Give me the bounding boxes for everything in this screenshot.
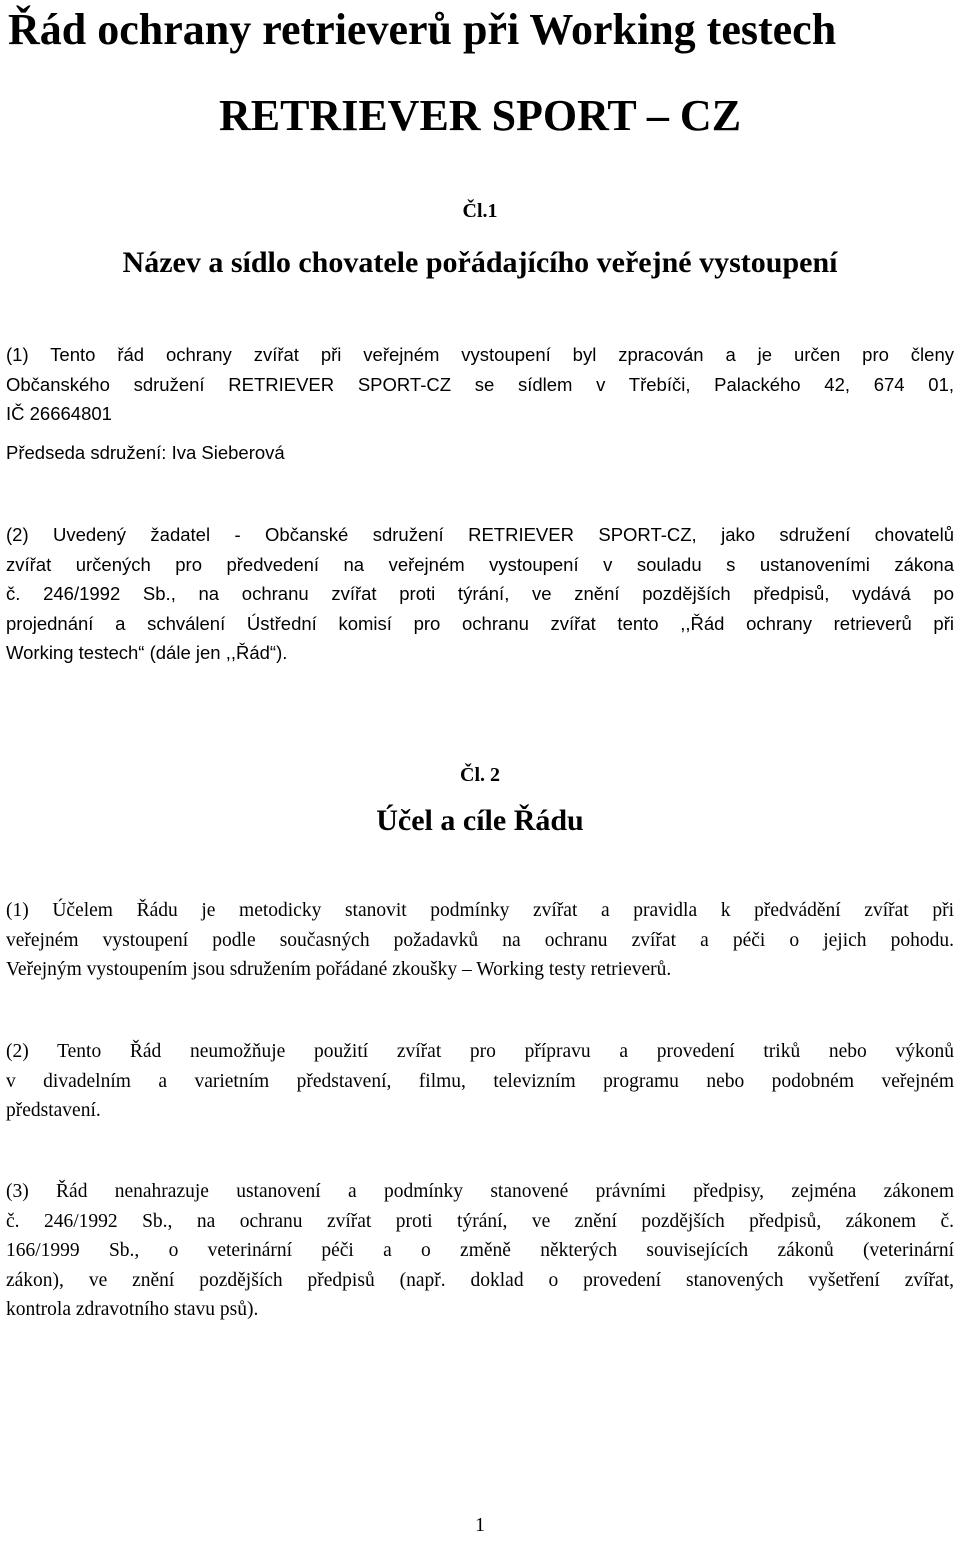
text-line: Občanského sdružení RETRIEVER SPORT-CZ se sídlem v Třebíči, Palackého 42, 674 01, bbox=[6, 373, 954, 395]
text-line: Veřejným vystoupením jsou sdružením pořádané zkoušky – Working testy retrieverů. bbox=[6, 959, 672, 980]
article-1-paragraph-2 bbox=[6, 520, 954, 668]
article-2-paragraph-3 bbox=[6, 1177, 954, 1325]
text-line: Předseda sdružení: Iva Sieberová bbox=[6, 442, 285, 463]
text-line: zákon), ve znění pozdějších předpisů (např. doklad o provedení stanovených vyšetření zvířat, bbox=[6, 1269, 954, 1291]
chairperson-line bbox=[6, 438, 954, 468]
text-line: č. 246/1992 Sb., na ochranu zvířat proti týrání, ve znění pozdějších předpisů, zákonem č. bbox=[6, 1210, 954, 1232]
document-subtitle: RETRIEVER SPORT – CZ bbox=[218, 91, 742, 140]
article-2-title: Účel a cíle Řádu bbox=[376, 804, 584, 837]
article-2-paragraph-1 bbox=[6, 896, 954, 985]
text-line: (2) Uvedený žadatel - Občanské sdružení RETRIEVER SPORT-CZ, jako sdružení chovatelů bbox=[6, 524, 954, 545]
page-number: 1 bbox=[475, 1514, 485, 1536]
text-line: 166/1999 Sb., o veterinární péči a o změně některých souvisejících zákonů (veterinární bbox=[6, 1240, 954, 1261]
text-line: Working testech“ (dále jen ,,Řád“). bbox=[6, 642, 288, 663]
article-2-paragraph-2 bbox=[6, 1037, 954, 1126]
text-line: IČ 26664801 bbox=[6, 403, 112, 424]
article-1-title: Název a sídlo chovatele pořádajícího veřejné vystoupení bbox=[122, 246, 838, 279]
text-line: (1) Účelem Řádu je metodicky stanovit podmínky zvířat a pravidla k předvádění zvířat při bbox=[6, 900, 954, 921]
article-1-paragraph-1 bbox=[6, 340, 954, 429]
text-line: č. 246/1992 Sb., na ochranu zvířat proti týrání, ve znění pozdějších předpisů, vydává po bbox=[6, 583, 954, 604]
article-1-number: Čl.1 bbox=[462, 200, 498, 222]
text-line: (3) Řád nenahrazuje ustanovení a podmínky stanovené právními předpisy, zejména zákonem bbox=[6, 1181, 954, 1202]
text-line: veřejném vystoupení podle současných požadavků na ochranu zvířat a péči o jejich pohodu. bbox=[6, 929, 954, 951]
text-line: zvířat určených pro předvedení na veřejném vystoupení v souladu s ustanoveními zákona bbox=[6, 553, 954, 575]
text-line: kontrola zdravotního stavu psů). bbox=[6, 1299, 259, 1320]
article-2-number: Čl. 2 bbox=[460, 764, 500, 786]
document-title: Řád ochrany retrieverů při Working testech bbox=[8, 5, 837, 54]
text-line: (2) Tento Řád neumožňuje použití zvířat pro přípravu a provedení triků nebo výkonů bbox=[6, 1041, 954, 1062]
text-line: v divadelním a varietním představení, filmu, televizním programu nebo podobném veřejném bbox=[6, 1070, 954, 1092]
text-line: (1) Tento řád ochrany zvířat při veřejném vystoupení byl zpracován a je určen pro členy bbox=[6, 344, 954, 365]
text-line: představení. bbox=[6, 1100, 101, 1121]
text-line: projednání a schválení Ústřední komisí pro ochranu zvířat tento ,,Řád ochrany retrieverů při bbox=[6, 612, 954, 634]
